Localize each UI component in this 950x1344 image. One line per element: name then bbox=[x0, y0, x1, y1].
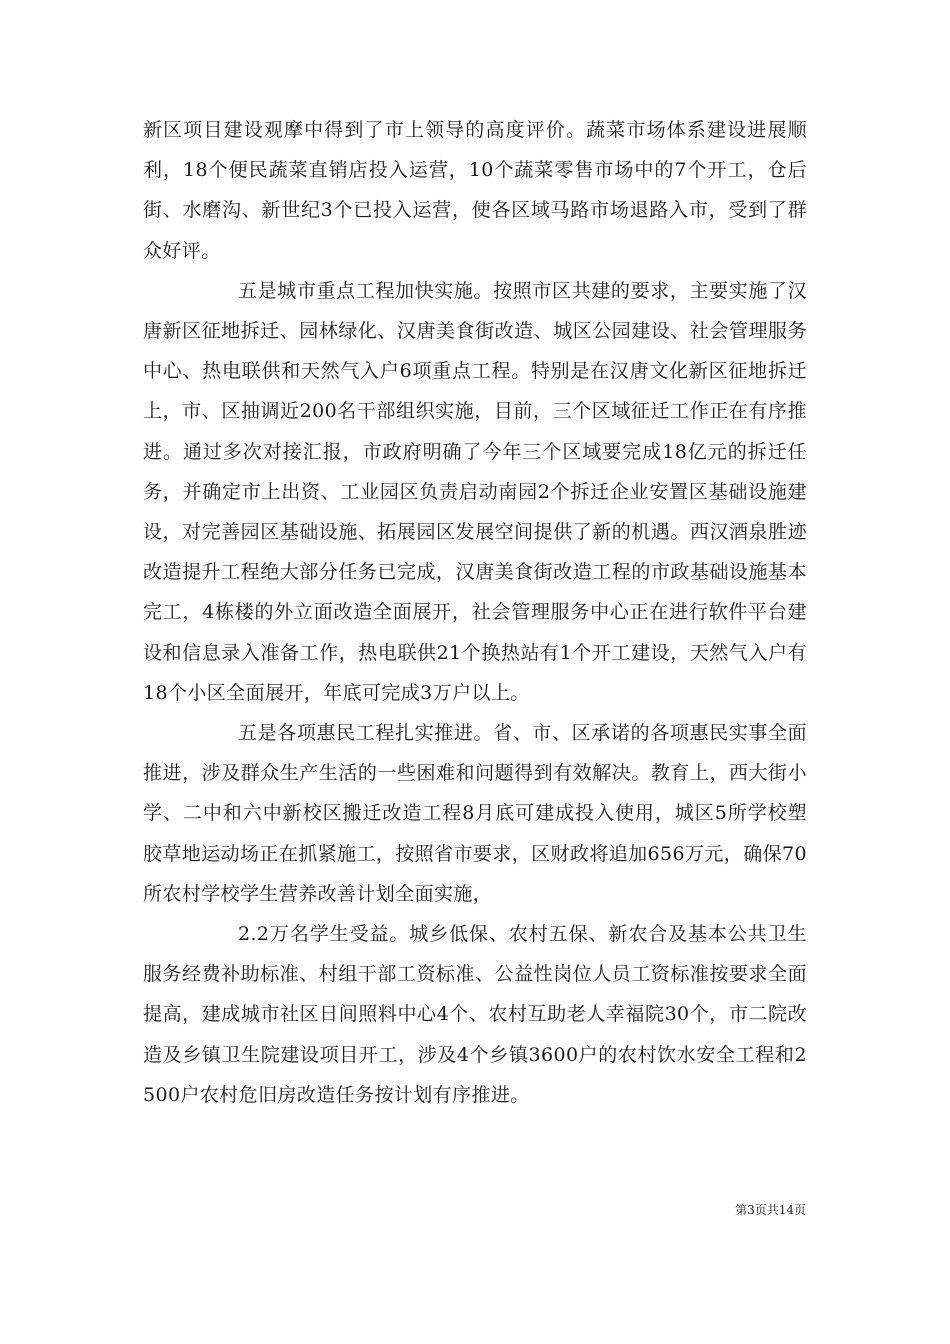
paragraph-2: 五是城市重点工程加快实施。按照市区共建的要求，主要实施了汉唐新区征地拆迁、园林绿化、汉唐美食街改造、城区公园建设、社会管理服务中心、热电联供和天然气入户6项重点工程。特别是在汉唐文化新区征地拆迁上，市、区抽调近200名干部组织实施，目前，三个区域征迁工作正在有序推进。通过多次对接汇报，市政府明确了今年三个区域要完成18亿元的拆迁任务，并确定市上出资、工业园区负责启动南园2个拆迁企业安置区基础设施建设，对完善园区基础设施、拓展园区发展空间提供了新的机遇。西汉酒泉胜迹改造提升工程绝大部分任务已完成，汉唐美食街改造工程的市政基础设施基本完工，4栋楼的外立面改造全面展开，社会管理服务中心正在进行软件平台建设和信息录入准备工作，热电联供21个换热站有1个开工建设，天然气入户有18个小区全面展开，年底可完成3万户以上。 bbox=[143, 279, 807, 704]
document-body bbox=[143, 110, 807, 1115]
paragraph-3: 五是各项惠民工程扎实推进。省、市、区承诺的各项惠民实事全面推进，涉及群众生产生活的一些困难和问题得到有效解决。教育上，西大街小学、二中和六中新校区搬迁改造工程8月底可建成投入使用，城区5所学校塑胶草地运动场正在抓紧施工，按照省市要求，区财政将追加656万元，确保70所农村学校学生营养改善计划全面实施， bbox=[143, 722, 807, 905]
paragraph-1: 新区项目建设观摩中得到了市上领导的高度评价。蔬菜市场体系建设进展顺利，18个便民蔬菜直销店投入运营，10个蔬菜零售市场中的7个开工，仓后街、水磨沟、新世纪3个已投入运营，使各区域马路市场退路入市，受到了群众好评。 bbox=[143, 119, 807, 262]
page-number-footer: 第3页共14页 bbox=[735, 1203, 806, 1217]
paragraph-4: 2.2万名学生受益。城乡低保、农村五保、新农合及基本公共卫生服务经费补助标准、村组干部工资标准、公益性岗位人员工资标准按要求全面提高，建成城市社区日间照料中心4个、农村互助老人幸福院30个，市二院改造及乡镇卫生院建设项目开工，涉及4个乡镇3600户的农村饮水安全工程和2500户农村危旧房改造任务按计划有序推进。 bbox=[143, 923, 807, 1106]
